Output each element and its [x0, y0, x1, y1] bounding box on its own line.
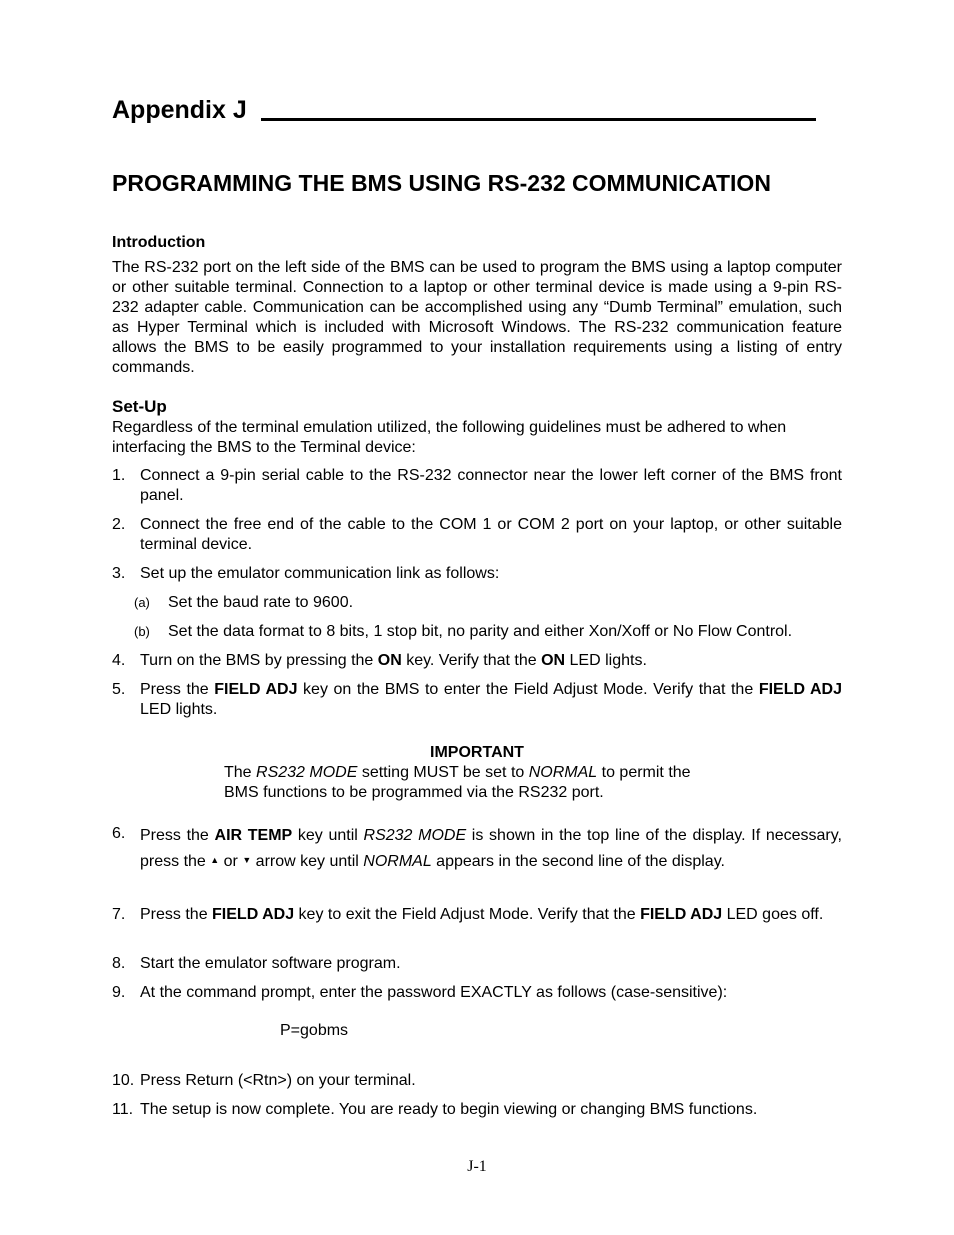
page-number: J-1: [467, 1158, 487, 1175]
heading-rule: [261, 118, 816, 121]
step-number: 8.: [112, 955, 126, 972]
appendix-title: Appendix J: [112, 96, 247, 124]
step-text: The setup is now complete. You are ready to begin viewing or changing BMS functions.: [140, 1101, 758, 1118]
step-number: 1.: [112, 467, 126, 484]
step-3: [112, 564, 842, 584]
important-note: [224, 743, 730, 803]
chapter-title: PROGRAMMING THE BMS USING RS-232 COMMUNICATION: [112, 170, 771, 196]
important-line-2: BMS functions to be programmed via the RS232 port.: [224, 784, 604, 801]
step-5: [112, 680, 842, 720]
step-number: 10.: [112, 1072, 135, 1089]
up-arrow-icon: ▲: [210, 855, 220, 865]
step-number: 11.: [112, 1101, 134, 1118]
substep-label: (b): [134, 624, 150, 639]
password-text: P=gobms: [280, 1022, 349, 1039]
step-number: 3.: [112, 565, 126, 582]
step-number: 9.: [112, 984, 126, 1001]
substep-label: (a): [134, 595, 150, 610]
important-heading: IMPORTANT: [430, 744, 524, 761]
substep-text: Set the baud rate to 9600.: [168, 594, 354, 611]
setup-paragraph: [112, 418, 842, 458]
step-11: [112, 1100, 842, 1120]
step-text: Press Return (<Rtn>) on your terminal.: [140, 1072, 416, 1089]
down-arrow-icon: ▼: [242, 855, 252, 865]
setup-line-1: Regardless of the terminal emulation utilized, the following guidelines must be adhered to when: [112, 419, 787, 436]
step-9: [112, 983, 842, 1003]
setup-heading: Set-Up: [112, 397, 167, 416]
step-text: Press the FIELD ADJ key to exit the Field Adjust Mode. Verify that the FIELD ADJ LED goes off.: [140, 906, 824, 923]
step-text: Set up the emulator communication link as follows:: [140, 565, 500, 582]
step-text: Turn on the BMS by pressing the ON key. Verify that the ON LED lights.: [140, 652, 647, 669]
step-text: Start the emulator software program.: [140, 955, 401, 972]
appendix-heading: [112, 96, 820, 125]
introduction-heading: Introduction: [112, 234, 206, 251]
step-7: [112, 905, 842, 925]
step-3b: [134, 622, 792, 642]
step-8: [112, 954, 842, 974]
step-4: [112, 651, 842, 671]
step-text: Connect a 9-pin serial cable to the RS-232 connector near the lower left corner of the BMS front panel.: [140, 467, 842, 504]
step-1: [112, 466, 842, 506]
step-10: [112, 1071, 842, 1091]
step-number: 7.: [112, 906, 126, 923]
step-text: Press the AIR TEMP key until RS232 MODE is shown in the top line of the display. If necessary, press the ▲ or ▼ arrow key until NORMAL appears in the second line of the display.: [140, 827, 843, 870]
important-line-1: The RS232 MODE setting MUST be set to NORMAL to permit the: [224, 764, 691, 781]
step-2: [112, 515, 842, 555]
step-text: At the command prompt, enter the password EXACTLY as follows (case-sensitive):: [140, 984, 728, 1001]
step-3a: [134, 593, 353, 613]
setup-line-2: interfacing the BMS to the Terminal device:: [112, 439, 416, 456]
step-number: 2.: [112, 516, 126, 533]
step-number: 5.: [112, 681, 126, 698]
step-6: [112, 824, 842, 874]
substep-text: Set the data format to 8 bits, 1 stop bit, no parity and either Xon/Xoff or No Flow Control.: [168, 623, 793, 640]
step-text: Press the FIELD ADJ key on the BMS to enter the Field Adjust Mode. Verify that the FIELD ADJ LED lights.: [140, 681, 843, 718]
step-text: Connect the free end of the cable to the COM 1 or COM 2 port on your laptop, or other suitable terminal device.: [140, 516, 842, 553]
step-number: 6.: [112, 825, 126, 842]
step-number: 4.: [112, 652, 126, 669]
introduction-paragraph: The RS-232 port on the left side of the BMS can be used to program the BMS using a laptop computer or other suitable terminal. Connection to a laptop or other terminal device is made using a 9-pin RS-232 adapter cable. Communication can be accomplished using any “Dumb Terminal” emulation, such as Hyper Terminal which is included with Microsoft Windows. The RS-232 communication feature allows the BMS to be easily programmed to your installation requirements using a listing of entry commands.: [112, 259, 842, 376]
